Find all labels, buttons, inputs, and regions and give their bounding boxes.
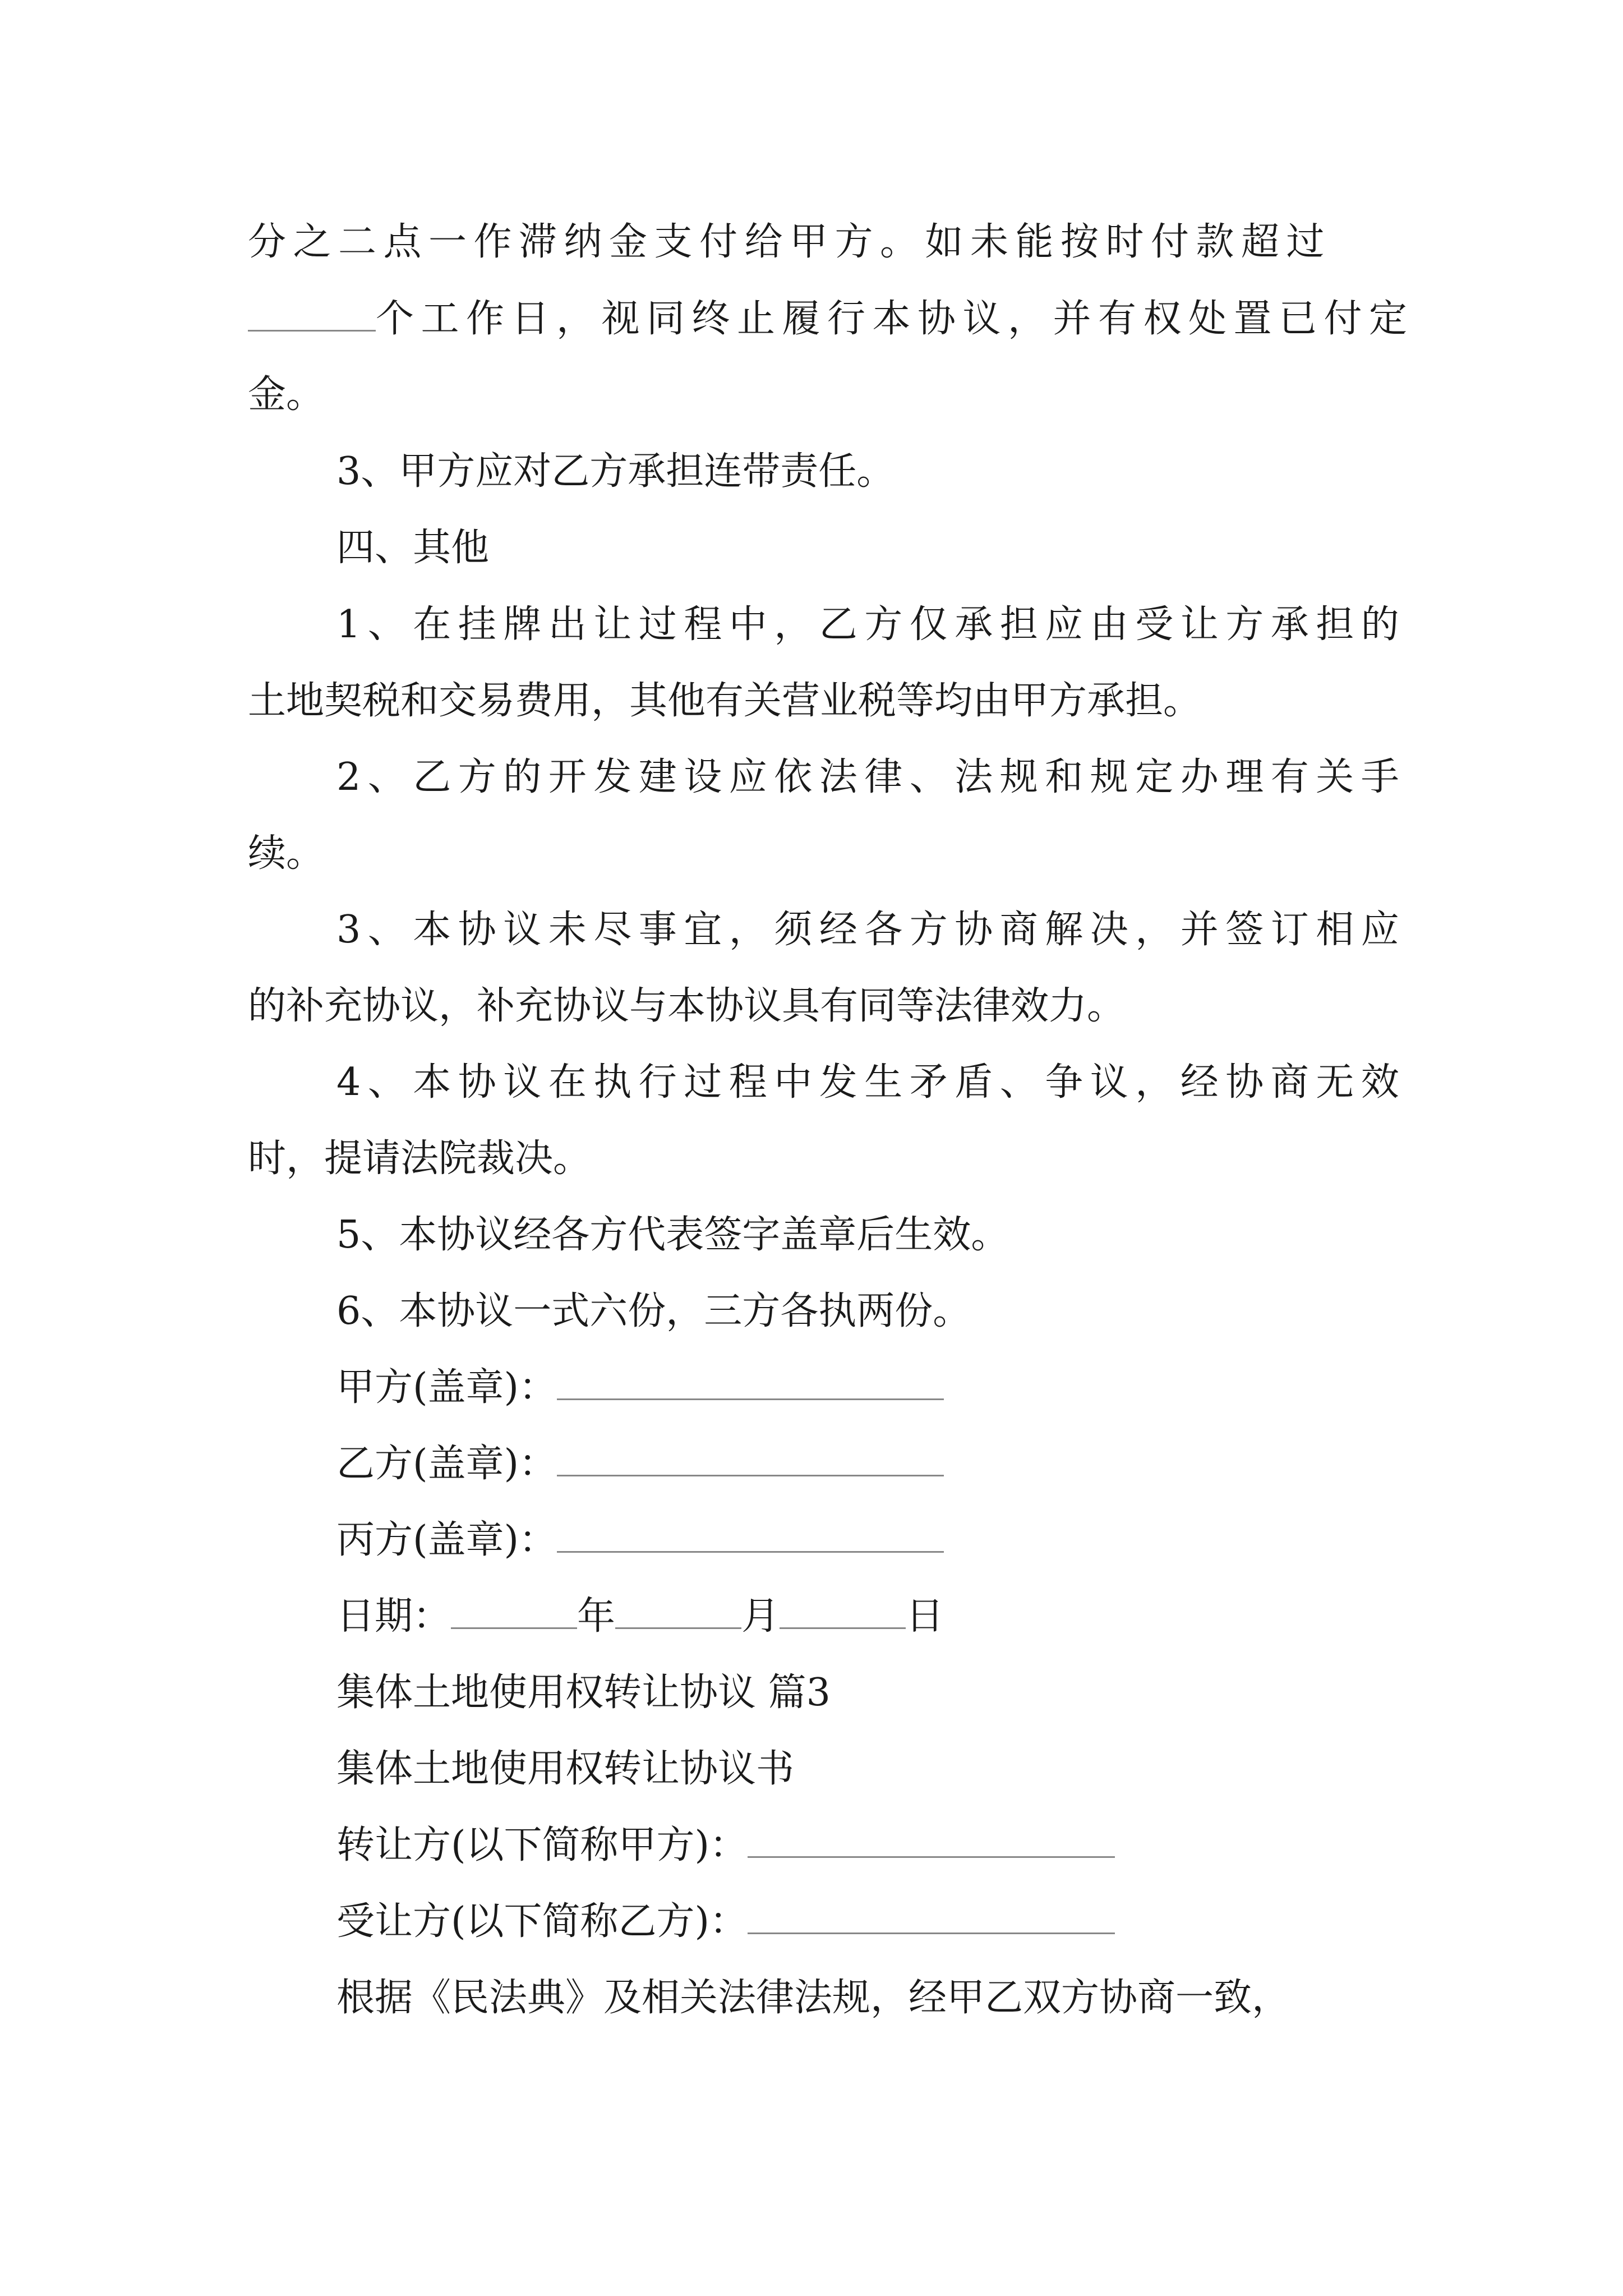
paragraph-line: 分之二点一作滞纳金支付给甲方。如未能按时付款超过: [248, 220, 1332, 264]
signature-line-party-c: 丙方(盖章)：: [336, 1513, 944, 1567]
party-line-transferee: 受让方(以下简称乙方)：: [336, 1895, 1115, 1949]
fill-in-blank: [248, 296, 376, 332]
party-blank: [748, 1899, 1115, 1934]
clause-item: 5、本协议经各方代表签字盖章后生效。: [336, 1213, 1009, 1257]
date-line: 日期： 年 月 日: [336, 1594, 944, 1639]
paragraph-line: 土地契税和交易费用，其他有关营业税等均由甲方承担。: [248, 679, 1202, 723]
section-heading: 四、其他: [336, 526, 490, 570]
clause-item: 6、本协议一式六份，三方各执两份。: [336, 1289, 971, 1333]
paragraph-line: 时，提请法院裁决。: [248, 1137, 592, 1181]
party-blank: [748, 1823, 1115, 1858]
signature-line-party-b: 乙方(盖章)：: [336, 1437, 944, 1491]
clause-item: 1、在挂牌出让过程中，乙方仅承担应由受让方承担的: [336, 602, 1407, 647]
clause-item: 3、本协议未尽事宜，须经各方协商解决，并签订相应: [336, 908, 1407, 952]
day-blank: [780, 1594, 906, 1629]
signature-line-party-a: 甲方(盖章)：: [336, 1361, 944, 1415]
year-blank: [451, 1594, 577, 1629]
paragraph-line: 根据《民法典》及相关法律法规，经甲乙双方协商一致，: [336, 1976, 1290, 2020]
signature-blank: [557, 1517, 944, 1553]
paragraph-line: 的补充协议，补充协议与本协议具有同等法律效力。: [248, 984, 1126, 1028]
section-heading: 集体土地使用权转让协议 篇3: [336, 1671, 831, 1715]
month-blank: [615, 1594, 741, 1629]
paragraph-line: 续。: [248, 831, 325, 876]
document-title: 集体土地使用权转让协议书: [336, 1747, 795, 1791]
paragraph-line: 个工作日，视同终止履行本协议，并有权处置已付定: [248, 292, 1414, 346]
clause-item: 4、本协议在执行过程中发生矛盾、争议，经协商无效: [336, 1060, 1407, 1105]
signature-blank: [557, 1365, 944, 1400]
signature-blank: [557, 1441, 944, 1476]
clause-item: 3、甲方应对乙方承担连带责任。: [336, 449, 895, 494]
clause-item: 2、乙方的开发建设应依法律、法规和规定办理有关手: [336, 755, 1407, 799]
paragraph-line: 金。: [248, 372, 325, 417]
party-line-transferor: 转让方(以下简称甲方)：: [336, 1819, 1115, 1872]
